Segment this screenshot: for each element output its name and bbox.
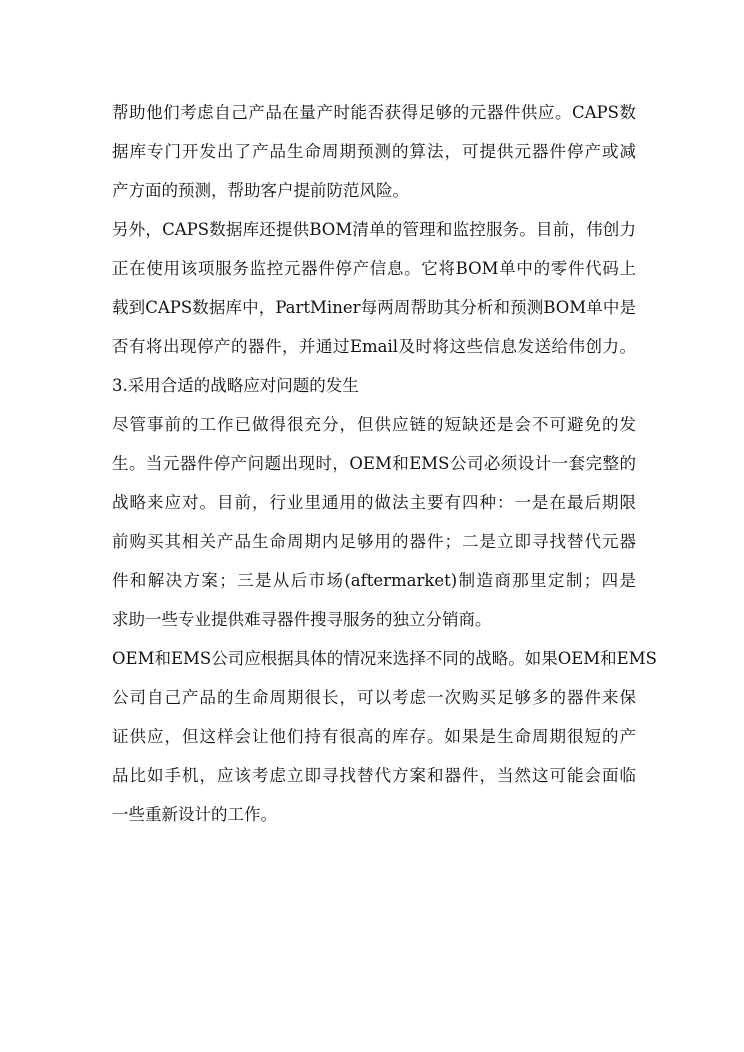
text-line: 求助一些专业提供难寻器件搜寻服务的独立分销商。	[112, 610, 492, 629]
text-line: 产方面的预测，帮助客户提前防范风险。	[112, 181, 409, 200]
text-line: 品比如手机，应该考虑立即寻找替代方案和器件，当然这可能会面临	[112, 766, 636, 785]
text-line: 尽管事前的工作已做得很充分，但供应链的短缺还是会不可避免的发	[112, 415, 636, 434]
text-line: 正在使用该项服务监控元器件停产信息。它将BOM单中的零件代码上	[112, 259, 636, 278]
text-line: 战略来应对。目前，行业里通用的做法主要有四种：一是在最后期限	[112, 493, 636, 512]
text-line: 据库专门开发出了产品生命周期预测的算法，可提供元器件停产或减	[112, 142, 636, 161]
text-line: 件和解决方案；三是从后市场(aftermarket)制造商那里定制；四是	[112, 571, 636, 590]
text-line: 证供应，但这样会让他们持有很高的库存。如果是生命周期很短的产	[112, 727, 636, 746]
text-line: 生。当元器件停产问题出现时，OEM和EMS公司必须设计一套完整的	[112, 454, 636, 473]
document-body	[112, 93, 657, 834]
text-line: OEM和EMS公司应根据具体的情况来选择不同的战略。如果OEM和EMS	[112, 649, 657, 668]
text-line: 载到CAPS数据库中，PartMiner每两周帮助其分析和预测BOM单中是	[112, 298, 636, 317]
text-line: 帮助他们考虑自己产品在量产时能否获得足够的元器件供应。CAPS数	[112, 103, 636, 122]
text-line: 否有将出现停产的器件，并通过Email及时将这些信息发送给伟创力。	[112, 337, 636, 356]
section-heading: 3.采用合适的战略应对问题的发生	[112, 376, 359, 395]
text-line: 一些重新设计的工作。	[112, 805, 277, 824]
text-line: 公司自己产品的生命周期很长，可以考虑一次购买足够多的器件来保	[112, 688, 636, 707]
text-line: 前购买其相关产品生命周期内足够用的器件；二是立即寻找替代元器	[112, 532, 636, 551]
text-line: 另外，CAPS数据库还提供BOM清单的管理和监控服务。目前，伟创力	[112, 220, 636, 239]
